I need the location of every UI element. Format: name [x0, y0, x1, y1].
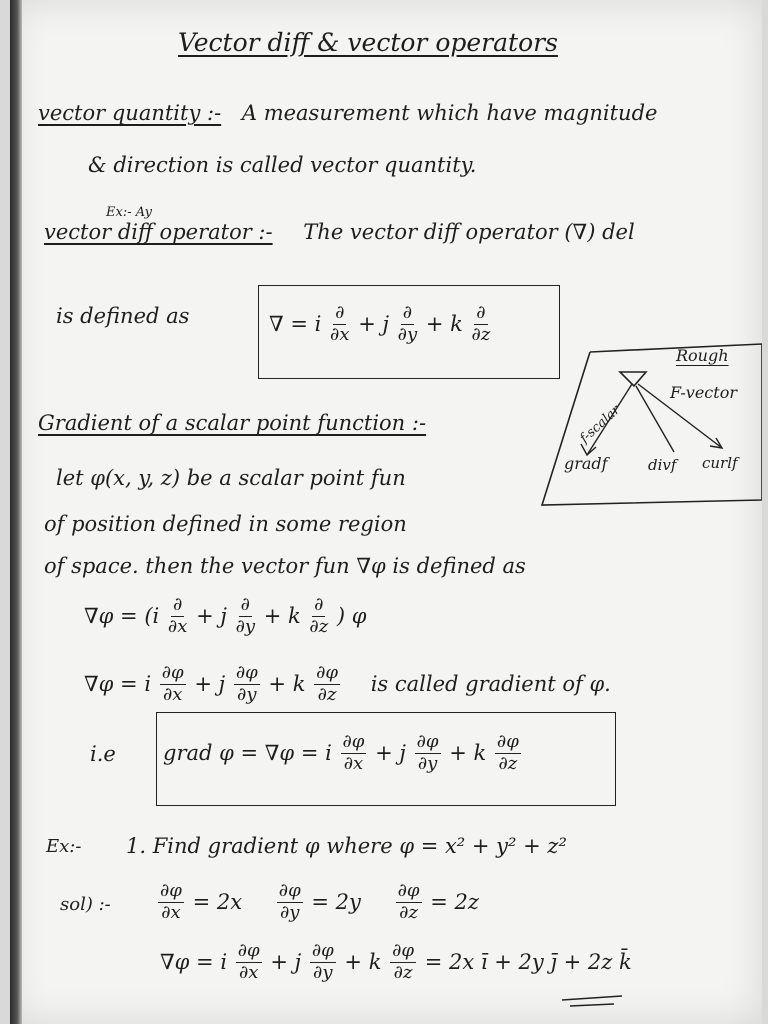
- gradient-ie: i.e: [90, 742, 116, 766]
- gradient-eq2: ∇φ = i $\frac{\partial\varphi}{\partial x}$ + j $\frac{\partial\varphi}{\partial y}$ + k $\frac{\partial\varphi}{\partial z}$ is called gradient of φ.: [84, 662, 611, 705]
- gradient-eq3: grad φ = ∇φ = i $\frac{\partial\varphi}{\partial x}$ + j $\frac{\partial\varphi}{\partial y}$ + k $\frac{\partial\varphi}{\partial z}$: [163, 731, 519, 774]
- solution-label: sol) :-: [60, 894, 111, 915]
- gradient-line2: of position defined in some region: [44, 512, 407, 536]
- rough-title: Rough: [676, 346, 729, 365]
- del-formula: ∇ = i $\frac{\partial}{\partial x}$ + j $\frac{\partial}{\partial y}$ + k $\frac{\partial}{\partial z}$: [269, 302, 491, 345]
- final-gradient: ∇φ = i $\frac{\partial\varphi}{\partial x}$ + j $\frac{\partial\varphi}{\partial y}$ + k $\frac{\partial\varphi}{\partial z}$ = 2x ī + 2y j̄ + 2z k̄: [160, 940, 632, 983]
- vector-quantity-line2: & direction is called vector quantity.: [88, 153, 477, 177]
- gradient-heading: Gradient of a scalar point function :-: [38, 411, 427, 435]
- rough-scalar: f-scalar: [577, 402, 624, 447]
- example-label: Ex:-: [46, 836, 82, 857]
- notebook-page: [10, 0, 762, 1024]
- gradient-eq1: ∇φ = (i $\frac{\partial}{\partial x}$ + j $\frac{\partial}{\partial y}$ + k $\frac{\partial}{\partial z}$ ) φ: [84, 594, 367, 637]
- operator-defined-as: is defined as: [56, 304, 190, 328]
- example-problem: 1. Find gradient φ where φ = x² + y² + z²: [126, 834, 567, 858]
- operator-label: vector diff operator :-: [44, 220, 273, 244]
- gradient-line3: of space. then the vector fun ∇φ is defined as: [44, 554, 526, 578]
- rough-curl: curlf: [702, 454, 738, 472]
- rough-grad: gradf: [564, 454, 608, 473]
- vector-quantity-label: vector quantity :-: [38, 101, 222, 125]
- final-underline: [10, 0, 762, 1024]
- operator-desc: The vector diff operator (∇) del: [303, 220, 635, 244]
- rough-div: divf: [648, 456, 677, 474]
- rough-vector: F-vector: [670, 383, 737, 402]
- gradient-line1: let φ(x, y, z) be a scalar point fun: [56, 466, 406, 490]
- partial-derivatives: $\frac{\partial\varphi}{\partial x}$ = 2x $\frac{\partial\varphi}{\partial y}$ = 2y $\frac{\partial\varphi}{\partial z}$ = 2z: [160, 880, 479, 923]
- operator-note: Ex:- Ay: [106, 205, 152, 220]
- page-title: Vector diff & vector operators: [178, 28, 558, 57]
- vector-quantity-line1: A measurement which have magnitude: [241, 101, 658, 125]
